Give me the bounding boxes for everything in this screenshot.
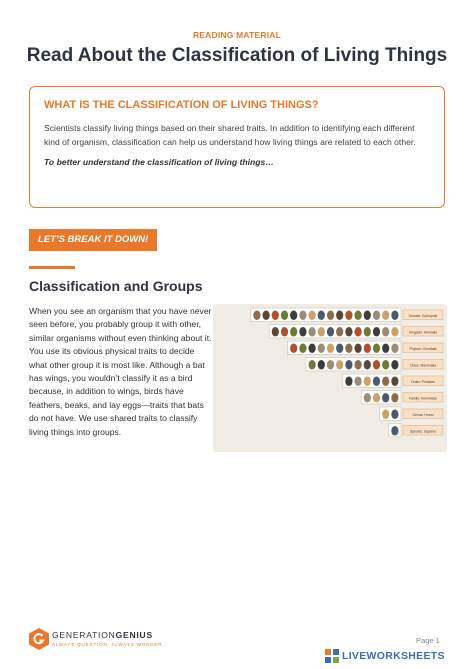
organism-icon — [309, 360, 316, 370]
organism-icon — [391, 344, 398, 354]
organism-icon — [345, 360, 352, 370]
brand-name — [52, 630, 153, 640]
organism-icon — [391, 393, 398, 403]
organism-icon — [327, 327, 334, 337]
organism-icon — [382, 393, 389, 403]
page-title: Read About the Classification of Living Things — [26, 45, 448, 66]
organism-icon — [373, 377, 380, 387]
liveworksheets-logo-icon — [325, 649, 339, 663]
taxonomy-label: Order: Primates — [411, 379, 435, 384]
taxonomy-label: Family: Hominidae — [408, 396, 438, 401]
organism-icon — [373, 311, 380, 321]
organism-icon — [373, 327, 380, 337]
taxonomy-row — [380, 407, 443, 421]
organism-icon — [336, 327, 343, 337]
organism-icon — [318, 344, 325, 354]
organism-icon — [336, 311, 343, 321]
organism-icon — [336, 344, 343, 354]
organism-icon — [382, 360, 389, 370]
organism-icon — [364, 311, 371, 321]
organism-icon — [309, 344, 316, 354]
organism-icon — [391, 426, 398, 436]
organism-icon — [281, 327, 288, 337]
organism-icon — [391, 410, 398, 420]
breakdown-tag: LET’S BREAK IT DOWN! — [29, 229, 157, 251]
taxonomy-row-frame — [269, 325, 401, 339]
organism-icon — [345, 327, 352, 337]
brand-name-light: GENERATION — [52, 630, 116, 640]
organism-icon — [253, 311, 260, 321]
organism-icon — [290, 344, 297, 354]
organism-icon — [290, 311, 297, 321]
page-number: Page 1 — [416, 636, 440, 645]
taxonomy-row — [361, 391, 443, 405]
organism-icon — [382, 344, 389, 354]
classification-pyramid — [213, 304, 447, 452]
brand-tagline: ALWAYS QUESTION. ALWAYS WONDER. — [52, 642, 165, 647]
taxonomy-label: Genus: Homo — [412, 412, 434, 417]
taxonomy-row — [343, 374, 443, 388]
section-title: Classification and Groups — [29, 278, 203, 294]
organism-icon — [318, 311, 325, 321]
section-kicker: READING MATERIAL — [192, 30, 282, 40]
organism-icon — [327, 360, 334, 370]
taxonomy-row — [288, 341, 443, 355]
brand-name-bold: GENIUS — [115, 630, 153, 640]
organism-icon — [382, 410, 389, 420]
organism-icon — [263, 311, 270, 321]
organism-icon — [355, 360, 362, 370]
taxonomy-label: Kingdom: Animalia — [408, 330, 438, 335]
section-divider — [29, 266, 75, 269]
organism-icon — [364, 344, 371, 354]
organism-icon — [272, 311, 279, 321]
organism-icon — [318, 360, 325, 370]
taxonomy-row — [306, 358, 443, 372]
taxonomy-label: Phylum: Chordata — [409, 346, 437, 351]
organism-icon — [281, 311, 288, 321]
organism-icon — [290, 327, 297, 337]
liveworksheets-watermark[interactable] — [325, 648, 445, 664]
organism-icon — [391, 360, 398, 370]
organism-icon — [382, 377, 389, 387]
organism-icon — [364, 360, 371, 370]
intro-callout — [29, 86, 445, 208]
organism-icon — [355, 377, 362, 387]
generation-genius-logo-icon — [29, 628, 49, 650]
callout-heading: WHAT IS THE CLASSIFICATION OF LIVING THINGS? — [44, 99, 319, 111]
organism-icon — [318, 327, 325, 337]
classification-diagram — [213, 304, 447, 452]
organism-icon — [391, 311, 398, 321]
organism-icon — [299, 344, 306, 354]
organism-icon — [345, 311, 352, 321]
callout-body: Scientists classify living things based on their shared traits. In addition to identifying each different kind of organism, classification can help us understand how living things are related to each other. — [44, 123, 416, 147]
organism-icon — [336, 360, 343, 370]
taxonomy-label: Domain: Eukaryote — [408, 313, 438, 318]
organism-icon — [309, 327, 316, 337]
organism-icon — [299, 311, 306, 321]
taxonomy-label: Species: Sapiens — [409, 429, 437, 434]
organism-icon — [355, 311, 362, 321]
taxonomy-label: Class: Mammalia — [410, 363, 436, 368]
organism-icon — [382, 311, 389, 321]
organism-icon — [327, 311, 334, 321]
organism-icon — [373, 360, 380, 370]
organism-icon — [364, 393, 371, 403]
taxonomy-row — [251, 308, 443, 322]
organism-icon — [382, 327, 389, 337]
organism-icon — [391, 327, 398, 337]
organism-icon — [355, 344, 362, 354]
organism-icon — [309, 311, 316, 321]
section-body: When you see an organism that you have never seen before, you probably group it with other, similar organisms without even thinking about it. You use its obvious physical traits to decide what other group it is most like. Although a bat has wings, you wouldn’t classify it as a bird because, in addition to wings, birds have feathers, beaks, and lay eggs—traits that bats do not have. We use shared traits to classify living things into groups. — [29, 306, 212, 437]
liveworksheets-text: LIVEWORKSHEETS — [342, 650, 445, 662]
taxonomy-row — [389, 424, 443, 438]
organism-icon — [364, 327, 371, 337]
organism-icon — [327, 344, 334, 354]
callout-lead: To better understand the classification of living things… — [44, 157, 274, 167]
organism-icon — [364, 377, 371, 387]
organism-icon — [355, 327, 362, 337]
organism-icon — [373, 344, 380, 354]
organism-icon — [272, 327, 279, 337]
organism-icon — [345, 344, 352, 354]
organism-icon — [391, 377, 398, 387]
organism-icon — [345, 377, 352, 387]
organism-icon — [299, 327, 306, 337]
organism-icon — [373, 393, 380, 403]
taxonomy-row — [269, 325, 443, 339]
